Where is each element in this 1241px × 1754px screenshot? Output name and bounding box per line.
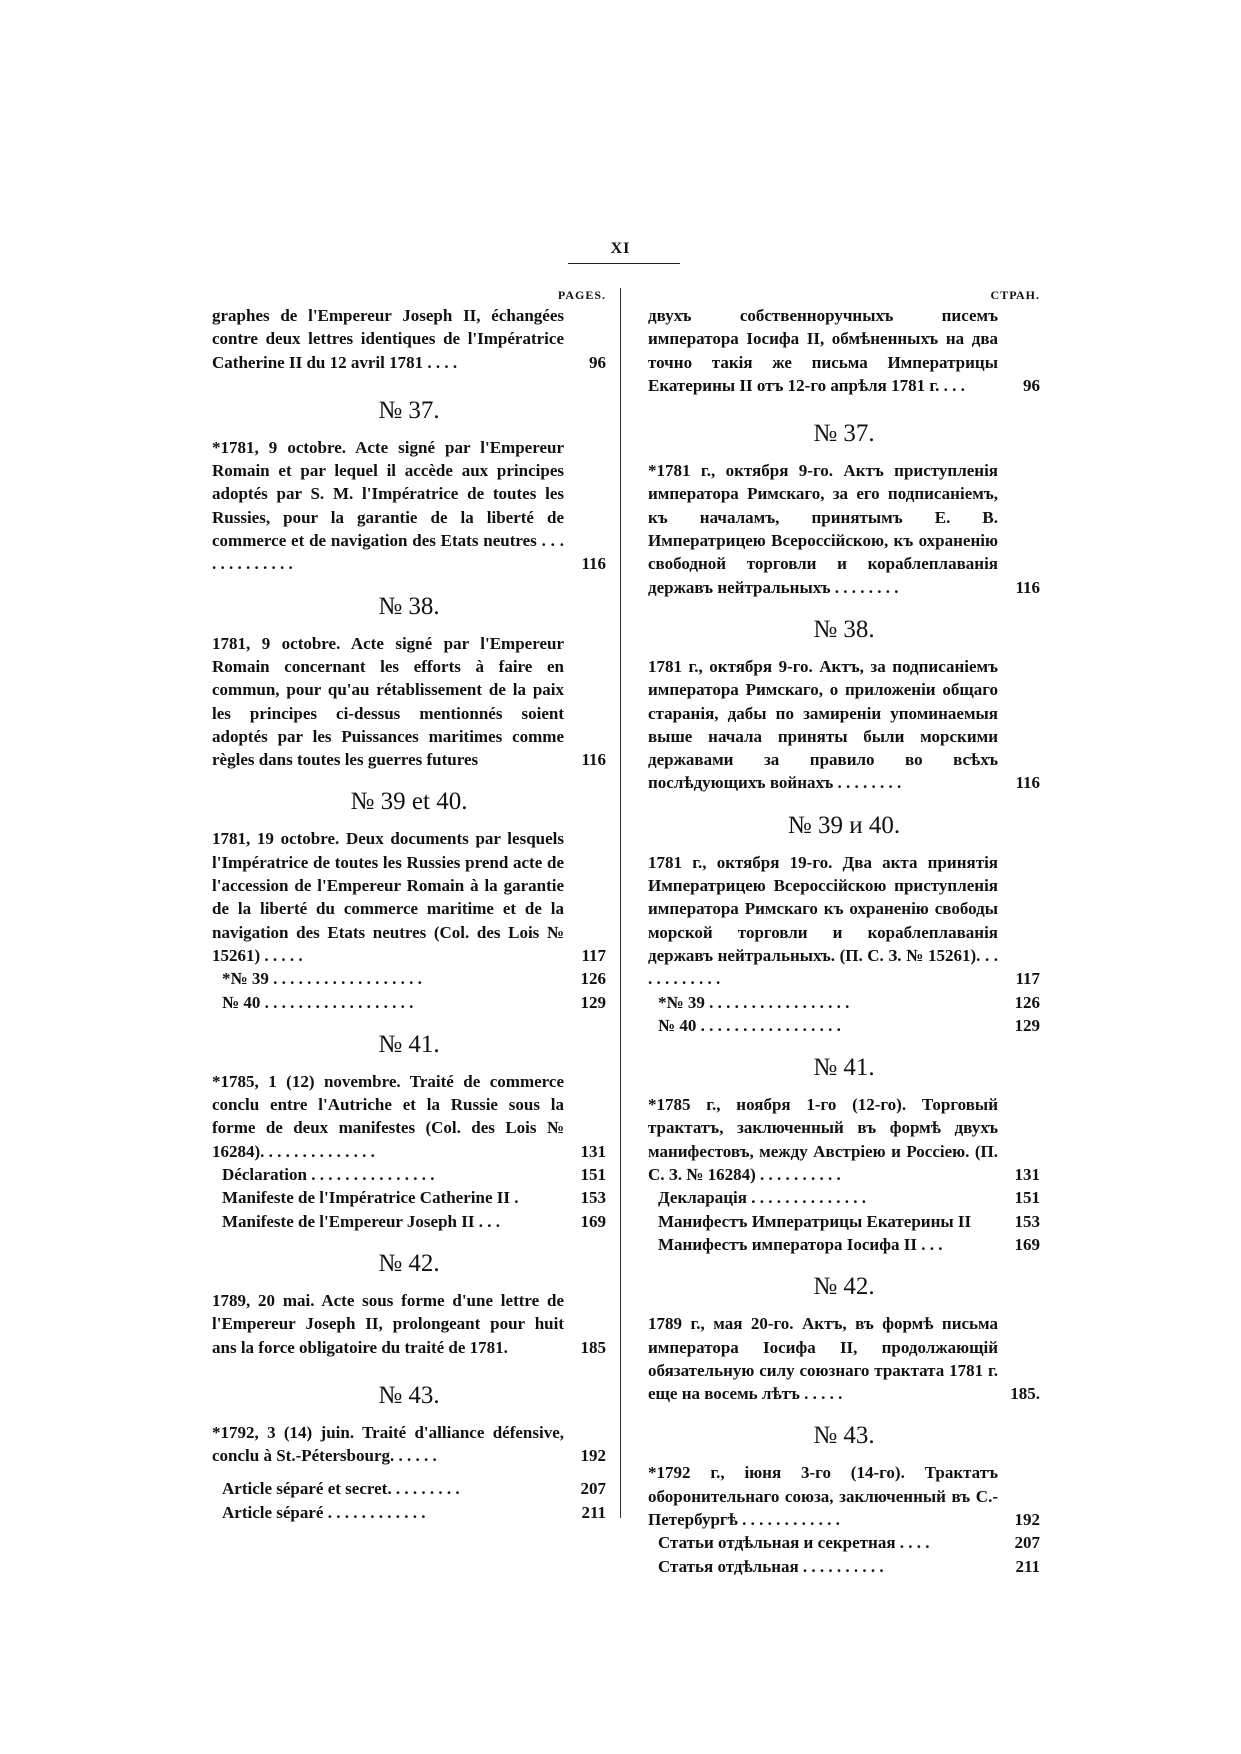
page-ref: 185 [580, 1337, 606, 1357]
entry-text: 1781, 9 octobre. Acte signé par l'Empereur Romain concernant les efforts à faire en commun, pour qu'au rétablissement de la paix les principes ci-dessus mentionnés soient adoptés par les Puissances maritimes comme règles dans toutes les guerres futures [212, 633, 564, 770]
entry-text: *1792 г., іюня 3-го (14-го). Трактатъ оборонительнаго союза, заключенный въ С.-Петербургѣ . . . . . . . . . . . . [648, 1463, 998, 1529]
sub-entry-label: Manifeste de l'Empereur Joseph II . . . [222, 1211, 500, 1231]
sub-entry-label: № 40 . . . . . . . . . . . . . . . . . . [222, 992, 414, 1012]
sub-entry [648, 1014, 1040, 1037]
pages-column-label: СТРАН. [990, 288, 1040, 302]
header-rule [568, 263, 680, 264]
section-39-40-entry [648, 851, 1040, 991]
page-ref: 131 [580, 1141, 606, 1161]
section-42-entry [212, 1289, 606, 1359]
section-37-entry [212, 436, 606, 576]
section-title-43: № 43. [378, 1381, 440, 1409]
section-41-entry [212, 1070, 606, 1163]
sub-entry-label: Манифестъ императора Іосифа II . . . [658, 1234, 943, 1254]
section-39-40-entry [212, 827, 606, 967]
entry-text: *1792, 3 (14) juin. Traité d'alliance défensive, conclu à St.-Pétersbourg. . . . . . [212, 1422, 564, 1466]
page-ref: 207 [580, 1479, 606, 1499]
page-ref: 116 [1015, 773, 1040, 793]
entry-text: 1781 г., октября 19-го. Два акта принятія Императрицею Всероссійскою приступленія императора Римскаго къ охраненію свободы морской торговли и кораблеплаванія державъ нейтральныхъ. (П. С. З. № 15261). . . . . . . . . . . . [648, 852, 998, 989]
sub-entry [648, 1233, 1040, 1256]
column-divider [620, 288, 621, 1518]
intro-entry [648, 304, 1040, 397]
page-ref: 126 [580, 969, 606, 989]
page-ref: 116 [581, 554, 606, 574]
entry-text: 1789 г., мая 20-го. Актъ, въ формѣ письма императора Іосифа II, продолжающій обязательную силу союзнаго трактата 1781 г. еще на восемь лѣтъ . . . . . [648, 1314, 998, 1404]
page-ref: 151 [580, 1165, 606, 1185]
sub-entry-label: Декларація . . . . . . . . . . . . . . [658, 1188, 866, 1208]
page-ref: 153 [580, 1188, 606, 1208]
section-title-43: № 43. [813, 1422, 875, 1450]
page-ref: 117 [581, 945, 606, 965]
sub-entry [212, 991, 606, 1014]
section-title-41: № 41. [813, 1054, 875, 1082]
right-column-russian [648, 288, 1040, 1578]
sub-entry-label: № 40 . . . . . . . . . . . . . . . . . [658, 1015, 841, 1035]
entry-text: *1785 г., ноября 1-го (12-го). Торговый трактатъ, заключенный въ формѣ двухъ манифестовъ, между Австріею и Россіею. (П. С. З. № 16284) . . . . . . . . . . [648, 1095, 998, 1185]
sub-entry [648, 1210, 1040, 1233]
sub-entry-label: *№ 39 . . . . . . . . . . . . . . . . . . [222, 969, 422, 989]
entry-text: *1785, 1 (12) novembre. Traité de commerce conclu entre l'Autriche et la Russie sous la forme de deux manifestes (Col. des Lois № 16284). . . . . . . . . . . . . . [212, 1071, 564, 1161]
sub-entry-label: *№ 39 . . . . . . . . . . . . . . . . . [658, 992, 850, 1012]
page-ref: 192 [1014, 1509, 1040, 1529]
page-ref: 169 [1014, 1234, 1040, 1254]
entry-text: 1781 г., октября 9-го. Актъ, за подписаніемъ императора Римскаго, о приложеніи общаго старанія, дабы по замиреніи упоминаемыя выше начала приняты были морскими державами за правило во всѣхъ послѣдующихъ войнахъ . . . . . . . . [648, 656, 998, 793]
section-38-entry [212, 632, 606, 772]
sub-entry-label: Article séparé et secret. . . . . . . . . [222, 1479, 460, 1499]
section-title-38: № 38. [378, 592, 440, 620]
page-ref: 129 [1014, 1015, 1040, 1035]
section-41-entry [648, 1093, 1040, 1186]
entry-text: 1789, 20 mai. Acte sous forme d'une lettre de l'Empereur Joseph II, prolongeant pour huit ans la force obligatoire du traité de 1781. [212, 1290, 564, 1357]
sub-entry [212, 1501, 606, 1524]
sub-entry-label: Статья отдѣльная . . . . . . . . . . [658, 1556, 884, 1576]
section-title-42: № 42. [378, 1249, 440, 1277]
page-number: XI [610, 240, 631, 257]
section-title-39-40: № 39 et 40. [350, 788, 468, 816]
page-ref: 153 [1014, 1211, 1040, 1231]
page-ref: 169 [580, 1211, 606, 1231]
sub-entry [212, 967, 606, 990]
sub-entry [212, 1477, 606, 1500]
entry-text: graphes de l'Empereur Joseph II, échangées contre deux lettres identiques de l'Impératrice Catherine II du 12 avril 1781 . . . . [212, 306, 564, 372]
sub-entry-label: Déclaration . . . . . . . . . . . . . . . [222, 1165, 435, 1185]
section-title-42: № 42. [813, 1273, 875, 1301]
sub-entry [212, 1163, 606, 1186]
sub-entry [648, 1186, 1040, 1209]
page-ref: 96 [1023, 375, 1040, 395]
sub-entry [212, 1210, 606, 1233]
page-ref: 151 [1014, 1188, 1040, 1208]
section-43-entry [648, 1461, 1040, 1531]
sub-entry-label: Manifeste de l'Impératrice Catherine II . [222, 1188, 519, 1208]
sub-entry [648, 991, 1040, 1014]
section-title-37: № 37. [813, 420, 875, 448]
page-ref: 116 [1015, 577, 1040, 597]
page-ref: 116 [581, 750, 606, 770]
pages-column-label: PAGES. [557, 288, 606, 302]
page-ref: 117 [1015, 969, 1040, 989]
section-38-entry [648, 655, 1040, 795]
sub-entry [212, 1186, 606, 1209]
page-ref: 185. [1010, 1384, 1040, 1404]
page-ref: 129 [580, 992, 606, 1012]
section-title-41: № 41. [378, 1030, 440, 1058]
sub-entry [648, 1555, 1040, 1578]
page-ref: 207 [1014, 1533, 1040, 1553]
entry-text: двухъ собственноручныхъ писемъ императора Іосифа II, обмѣненныхъ на два точно такія же письма Императрицы Екатерины II отъ 12-го апрѣля 1781 г. . . . [648, 306, 998, 395]
entry-text: *1781 г., октября 9-го. Актъ приступленія императора Римскаго, за его подписаніемъ, къ началамъ, принятымъ Е. В. Императрицею Всероссійскою, къ охраненію свободной торговли и кораблеплаванія державъ нейтральныхъ . . . . . . . . [648, 461, 998, 597]
page-ref: 192 [580, 1446, 606, 1466]
page-ref: 211 [581, 1502, 606, 1522]
left-column-french [212, 288, 606, 1524]
sub-entry-label: Article séparé . . . . . . . . . . . . [222, 1502, 426, 1522]
entry-text: 1781, 19 octobre. Deux documents par lesquels l'Impératrice de toutes les Russies prend acte de l'accession de l'Empereur Romain à la garantie de la liberté du commerce maritime et de la navigation des Etats neutres (Col. des Lois № 15261) . . . . . [212, 829, 564, 965]
section-title-38: № 38. [813, 615, 875, 643]
sub-entry-label: Статьи отдѣльная и секретная . . . . [658, 1533, 930, 1553]
page-ref: 126 [1014, 992, 1040, 1012]
page-ref: 131 [1014, 1165, 1040, 1185]
section-title-39-40: № 39 и 40. [787, 811, 901, 839]
sub-entry-label: Манифестъ Императрицы Екатерины II [658, 1211, 972, 1231]
entry-text: *1781, 9 octobre. Acte signé par l'Empereur Romain et par lequel il accède aux principes adoptés par S. M. l'Impératrice de toutes les Russies, pour la garantie de la liberté de commerce et de navigation des Etats neutres . . . . . . . . . . . . . [212, 437, 564, 574]
section-43-entry [212, 1421, 606, 1468]
page-ref: 211 [1015, 1556, 1040, 1576]
section-42-entry [648, 1312, 1040, 1405]
sub-entry [648, 1531, 1040, 1554]
section-37-entry [648, 459, 1040, 599]
page-ref: 96 [589, 352, 606, 372]
intro-entry [212, 304, 606, 374]
section-title-37: № 37. [378, 396, 440, 424]
